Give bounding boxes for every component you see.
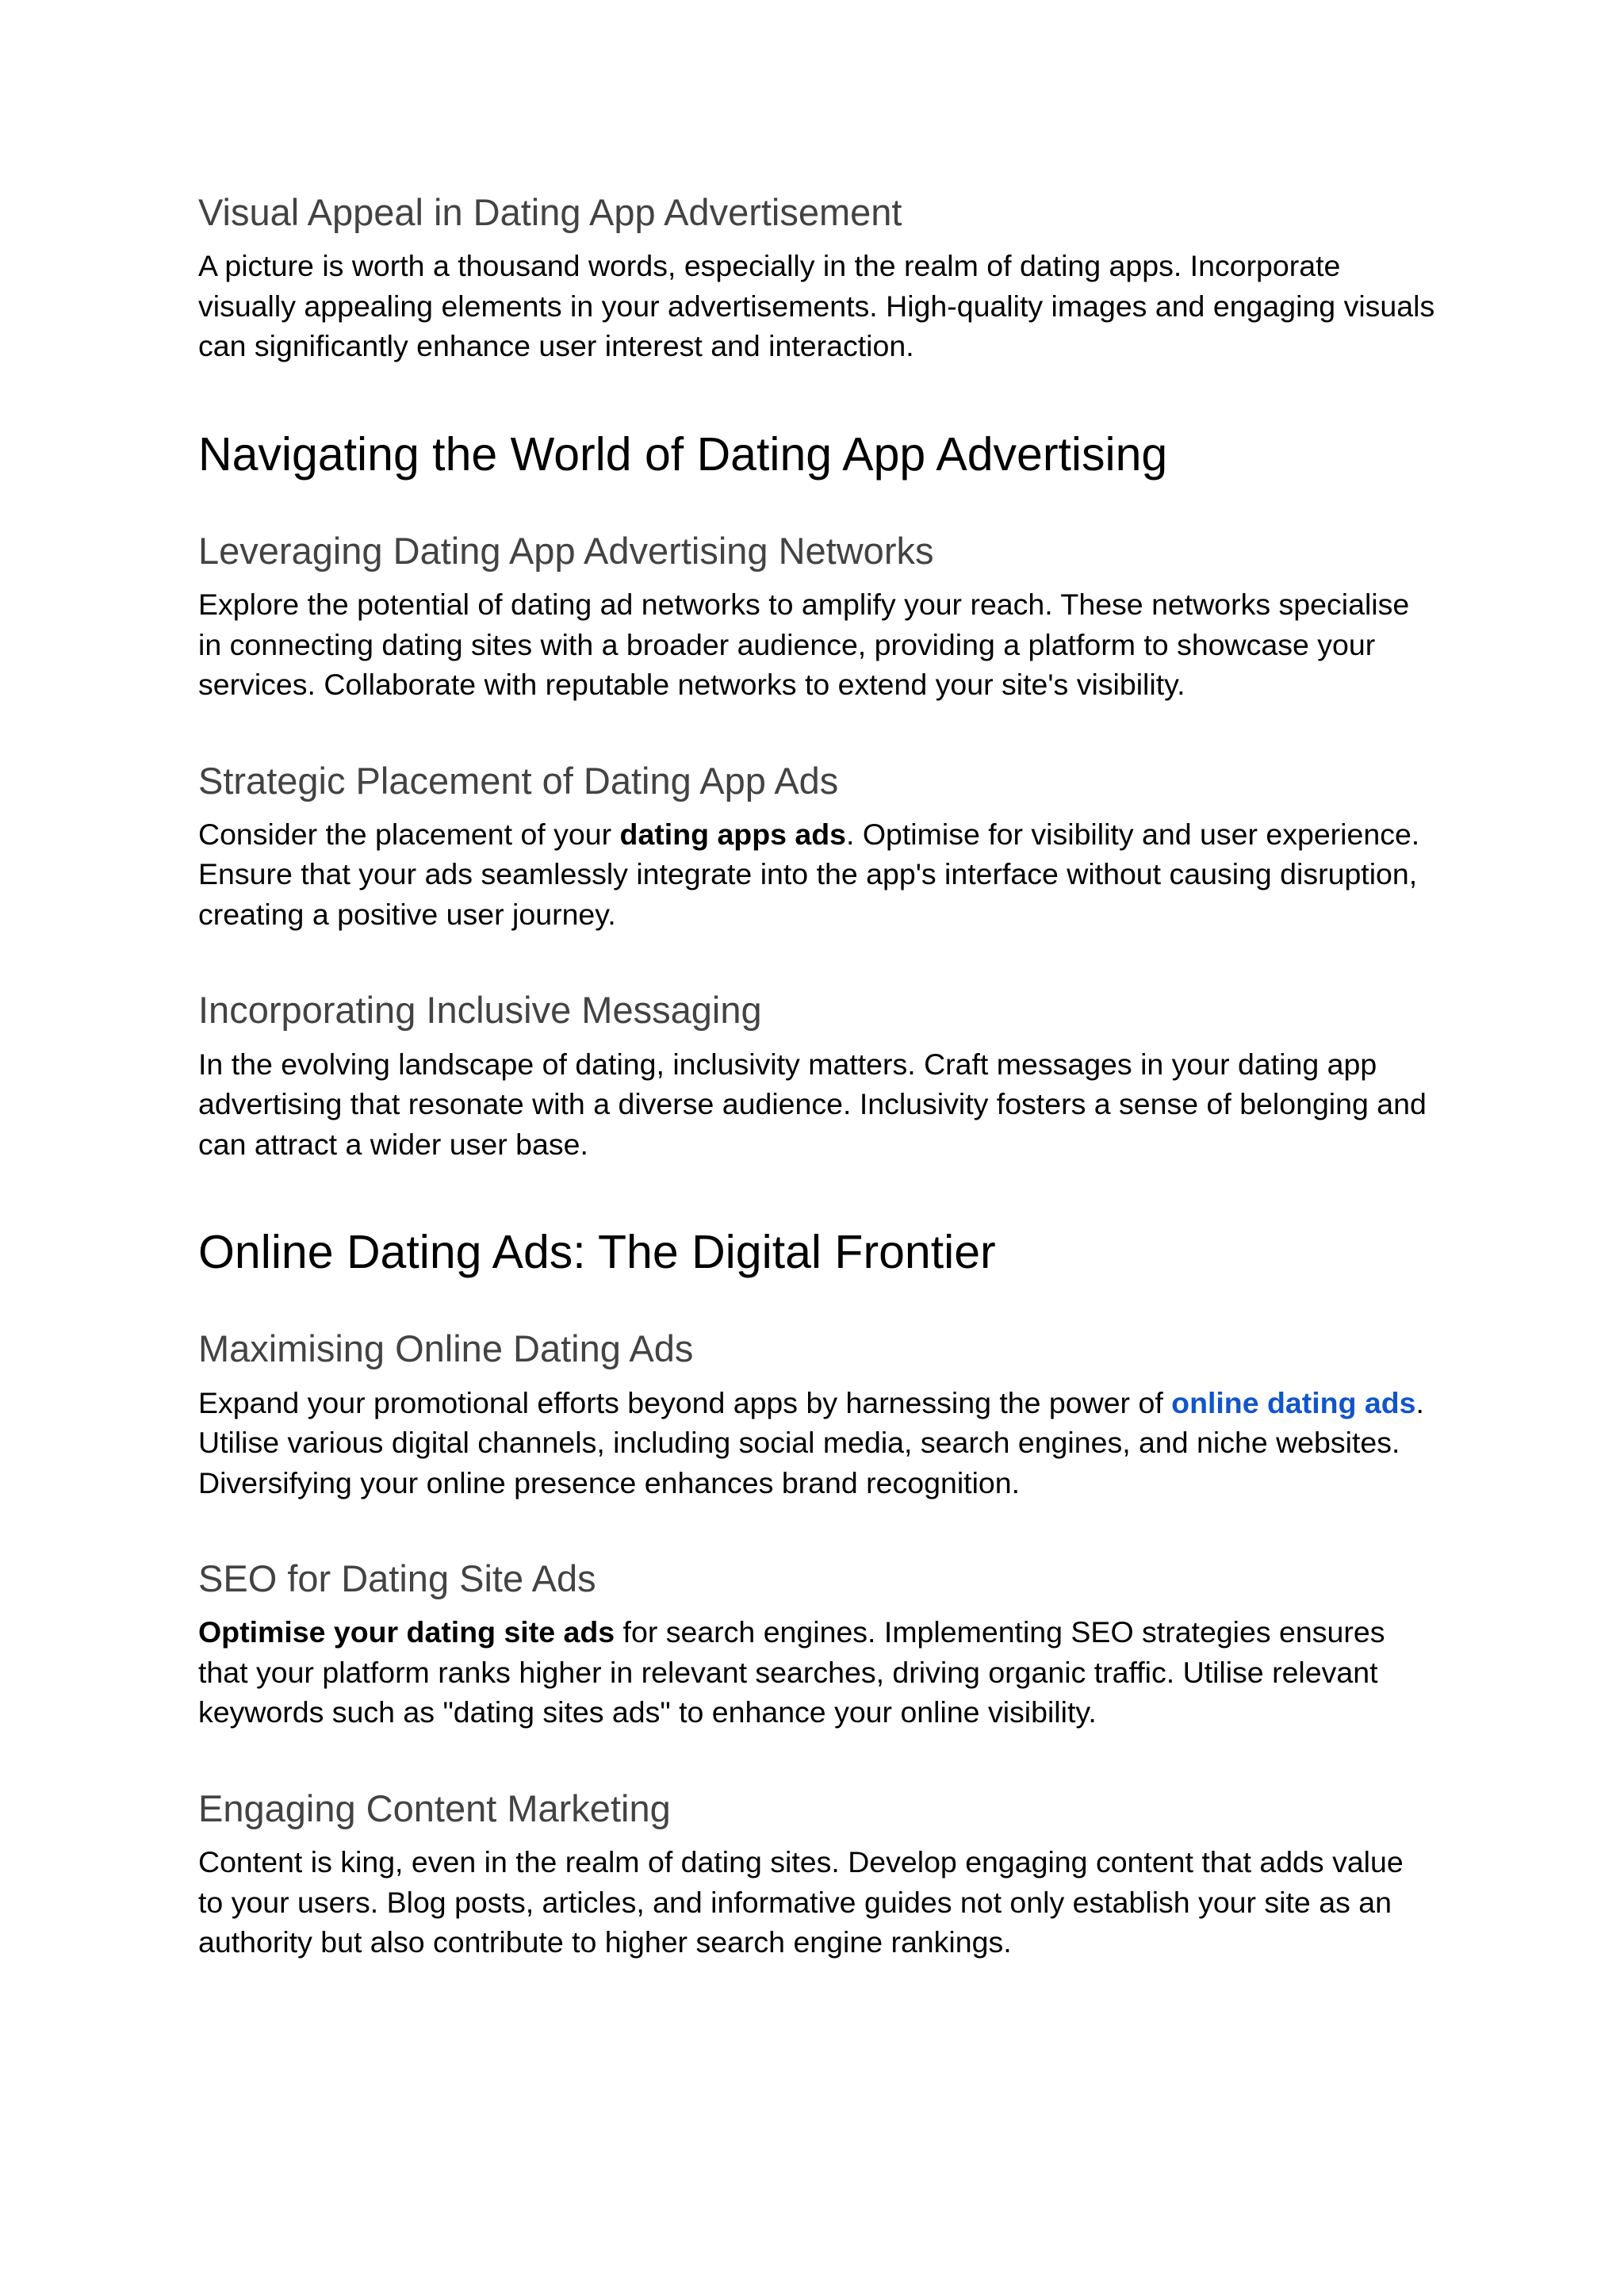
- heading-networks: Leveraging Dating App Advertising Networks: [198, 529, 934, 572]
- seo-text-end: for search engines. Implementing SEO strategies ensures that your platform ranks higher in relevant searches, driving organic traffic. Utilise relevant keywords such as "dating sites ads" to enhance your online visibility.: [198, 1615, 1385, 1729]
- heading-content-marketing: Engaging Content Marketing: [198, 1787, 671, 1829]
- online-dating-ads-link[interactable]: online dating ads: [1171, 1385, 1416, 1419]
- paragraph-inclusive: In the evolving landscape of dating, inclusivity matters. Craft messages in your dating app advertising that resonate with a diverse audience. Inclusivity fosters a sense of belonging and can attract a wider user base.: [198, 1047, 1427, 1161]
- placement-text-end: . Optimise for visibility and user experience. Ensure that your ads seamlessly integrate into the app's interface without causing disruption, creating a positive user journey.: [198, 817, 1420, 931]
- maximising-text-end: . Utilise various digital channels, including social media, search engines, and niche websites. Diversifying your online presence enhances brand recognition.: [198, 1385, 1424, 1499]
- heading-online-dating: Online Dating Ads: The Digital Frontier: [198, 1226, 996, 1279]
- heading-maximising: Maximising Online Dating Ads: [198, 1327, 694, 1370]
- paragraph-maximising: [198, 1383, 1435, 1503]
- paragraph-visual-appeal: A picture is worth a thousand words, especially in the realm of dating apps. Incorporate visually appealing elements in your advertisements. High-quality images and engaging visuals can significantly enhance user interest and interaction.: [198, 249, 1435, 363]
- paragraph-seo: [198, 1612, 1435, 1733]
- seo-bold-phrase: Optimise your dating site ads: [198, 1615, 615, 1649]
- heading-placement: Strategic Placement of Dating App Ads: [198, 759, 839, 802]
- paragraph-content-marketing: Content is king, even in the realm of dating sites. Develop engaging content that adds value to your users. Blog posts, articles, and informative guides not only establish your site as an authority but also contribute to higher search engine rankings.: [198, 1845, 1404, 1959]
- document-page: [198, 190, 1435, 1963]
- placement-text-start: Consider the placement of your: [198, 817, 620, 851]
- heading-inclusive: Incorporating Inclusive Messaging: [198, 989, 762, 1032]
- heading-navigating: Navigating the World of Dating App Advertising: [198, 427, 1168, 481]
- paragraph-placement: [198, 814, 1435, 935]
- heading-visual-appeal: Visual Appeal in Dating App Advertisement: [198, 191, 902, 233]
- paragraph-networks: Explore the potential of dating ad networks to amplify your reach. These networks specialise in connecting dating sites with a broader audience, providing a platform to showcase your services. Collaborate with reputable networks to extend your site's visibility.: [198, 588, 1410, 702]
- placement-bold-phrase: dating apps ads: [619, 817, 847, 851]
- heading-seo: SEO for Dating Site Ads: [198, 1557, 596, 1600]
- maximising-text-start: Expand your promotional efforts beyond apps by harnessing the power of: [198, 1385, 1172, 1419]
